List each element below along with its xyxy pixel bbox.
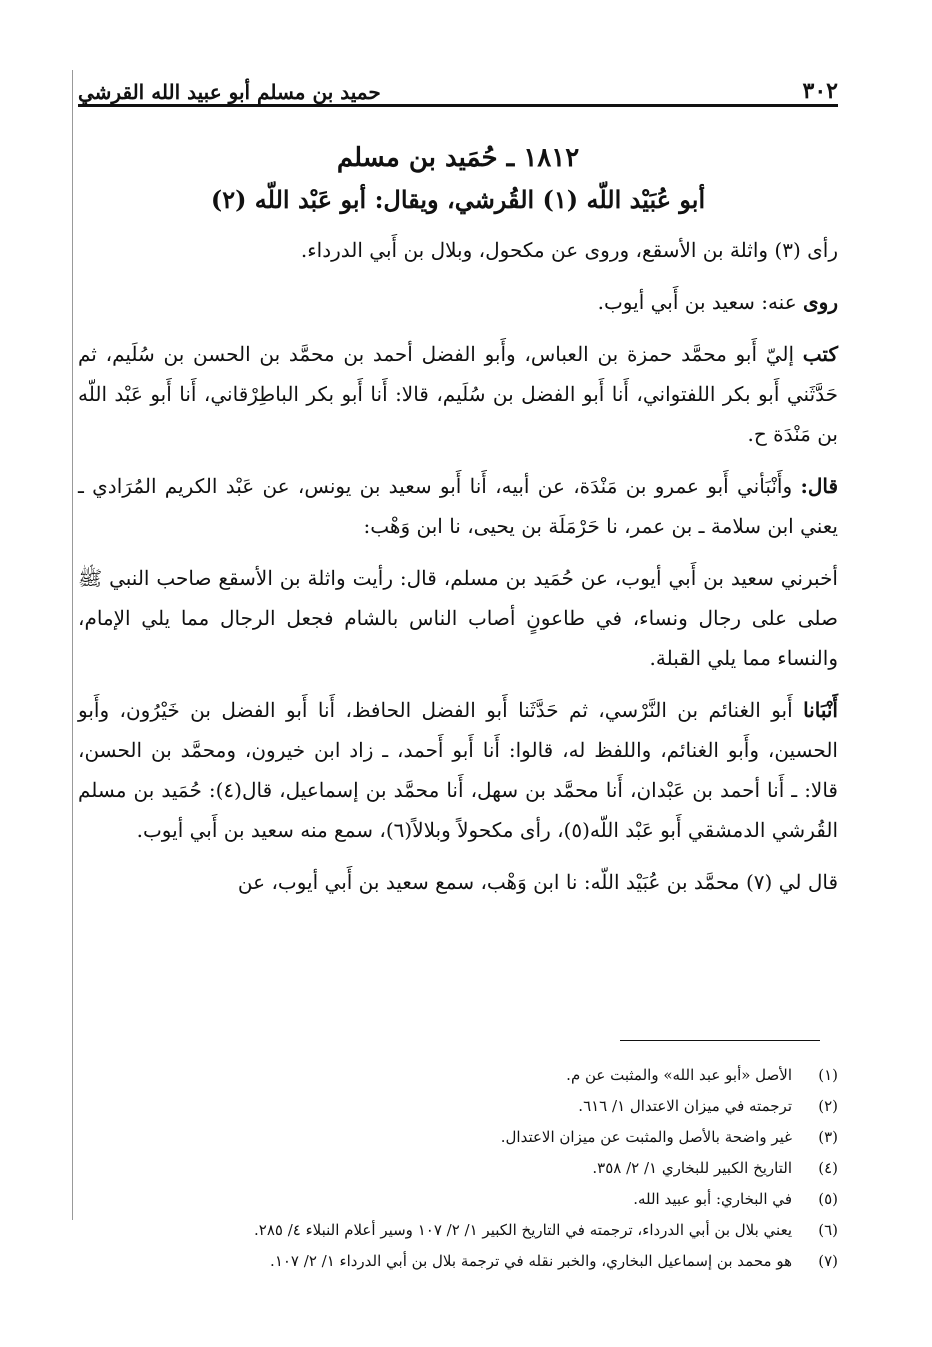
paragraph xyxy=(78,690,838,850)
footnote-number: (٤) xyxy=(818,1159,838,1177)
paragraph-lead: كتب xyxy=(802,342,838,366)
entry-title: ١٨١٢ ـ حُمَيد بن مسلم xyxy=(336,143,580,173)
page-header xyxy=(78,64,838,104)
main-text xyxy=(78,130,838,914)
paragraph-text: إليّ أَبو محمَّد حمزة بن العباس، وأَبو الفضل أحمد بن محمَّد بن الحسن بن سُلَيم، ثم حَدَّثَني أَبو بكر اللفتواني، أَنا أَبو الفضل بن سُلَيم، قالا: أَنا أَبو بكر الباطِرْقاني، أَنا أَبو عَبْد اللّه بن مَنْدَة ح. xyxy=(78,342,838,446)
footnote xyxy=(100,1153,838,1184)
margin-line xyxy=(72,70,73,1220)
footnote xyxy=(100,1060,838,1091)
paragraph-lead: أَنْبَانا xyxy=(803,698,838,722)
footnote-text: هو محمد بن إسماعيل البخاري، والخبر نقله في ترجمة بلال بن أبي الدرداء ١/ ٢/ ١٠٧. xyxy=(270,1252,792,1270)
paragraph xyxy=(78,862,838,902)
footnote xyxy=(100,1184,838,1215)
paragraph xyxy=(78,334,838,454)
paragraph xyxy=(78,230,838,270)
footnote-text: غير واضحة بالأصل والمثبت عن ميزان الاعتدال. xyxy=(500,1128,792,1146)
paragraph xyxy=(78,466,838,546)
footnote xyxy=(100,1215,838,1246)
paragraph-lead: روى xyxy=(803,290,838,314)
footnote xyxy=(100,1091,838,1122)
paragraph-text: أَبو الغنائم بن النَّرْسي، ثم حَدَّثَنا أَبو الفضل الحافظ، أَنا أَبو الفضل بن خَيْرُون، وأَبو الحسين، وأَبو الغنائم، واللفظ له، قالوا: أَنا أَبو أَحمد، ـ زاد ابن خيرون، ومحمَّد بن الحسن، قالا: ـ أَنا أحمد بن عَبْدان، أَنا محمَّد بن سهل، أَنا محمَّد بن إسماعيل، قال(٤): حُمَيد بن مسلم القُرشي الدمشقي أَبو عَبْد اللّه(٥)، رأى مكحولاً وبلالاً(٦)، سمع منه سعيد بن أَبي أيوب. xyxy=(78,698,838,842)
paragraph-text: قال لي (٧) محمَّد بن عُبَيْد اللّه: نا ابن وَهْب، سمع سعيد بن أَبي أيوب، عن xyxy=(237,870,838,894)
footnote-text: يعني بلال بن أبي الدرداء، ترجمته في التاريخ الكبير ١/ ٢/ ١٠٧ وسير أعلام النبلاء ٤/ ٢٨٥. xyxy=(254,1221,792,1239)
paragraph-text: وأَنْبَأني أَبو عمرو بن مَنْدَة، عن أبيه، أَنا أَبو سعيد بن يونس، عن عَبْد الكريم المُرَادي ـ يعني ابن سلامة ـ بن عمر، نا حَرْمَلَة بن يحيى، نا ابن وَهْب: xyxy=(78,474,838,538)
paragraph-text: رأى (٣) واثلة بن الأسقع، وروى عن مكحول، وبلال بن أَبي الدرداء. xyxy=(300,238,838,262)
footnote-separator xyxy=(620,1040,820,1041)
paragraph xyxy=(78,282,838,322)
footnote xyxy=(100,1122,838,1153)
footnote-number: (٣) xyxy=(818,1128,838,1146)
footnote-text: ترجمته في ميزان الاعتدال ١/ ٦١٦. xyxy=(578,1097,792,1115)
footnotes xyxy=(100,1060,838,1277)
header-rule xyxy=(78,104,838,107)
footnote-text: التاريخ الكبير للبخاري ١/ ٢/ ٣٥٨. xyxy=(592,1159,792,1177)
footnote-number: (٦) xyxy=(818,1221,838,1239)
footnote-number: (١) xyxy=(818,1066,838,1084)
running-title: حميد بن مسلم أبو عبيد الله القرشي xyxy=(78,80,381,104)
paragraph-lead: قال: xyxy=(800,474,839,498)
paragraph xyxy=(78,558,838,678)
paragraph-text: أخبرني سعيد بن أَبي أيوب، عن حُمَيد بن مسلم، قال: رأيت واثلة بن الأسقع صاحب النبي ﷺ صلى على رجال ونساء، في طاعونٍ أصاب الناس بالشام فجعل الرجال مما يلي الإمام، والنساء مما يلي القبلة. xyxy=(78,566,838,670)
footnote-number: (٢) xyxy=(818,1097,838,1115)
footnote-number: (٧) xyxy=(818,1252,838,1270)
footnote-text: في البخاري: أبو عبيد الله. xyxy=(633,1190,792,1208)
page-number: ٣٠٢ xyxy=(802,78,838,104)
entry-subtitle: أبو عُبَيْد اللّه (١) القُرشي، ويقال: أبو عَبْد اللّه (٢) xyxy=(210,185,706,214)
footnote-number: (٥) xyxy=(818,1190,838,1208)
paragraph-text: عنه: سعيد بن أَبي أيوب. xyxy=(597,290,804,314)
footnote xyxy=(100,1246,838,1277)
footnote-text: الأصل «أبو عبد الله» والمثبت عن م. xyxy=(566,1066,792,1084)
